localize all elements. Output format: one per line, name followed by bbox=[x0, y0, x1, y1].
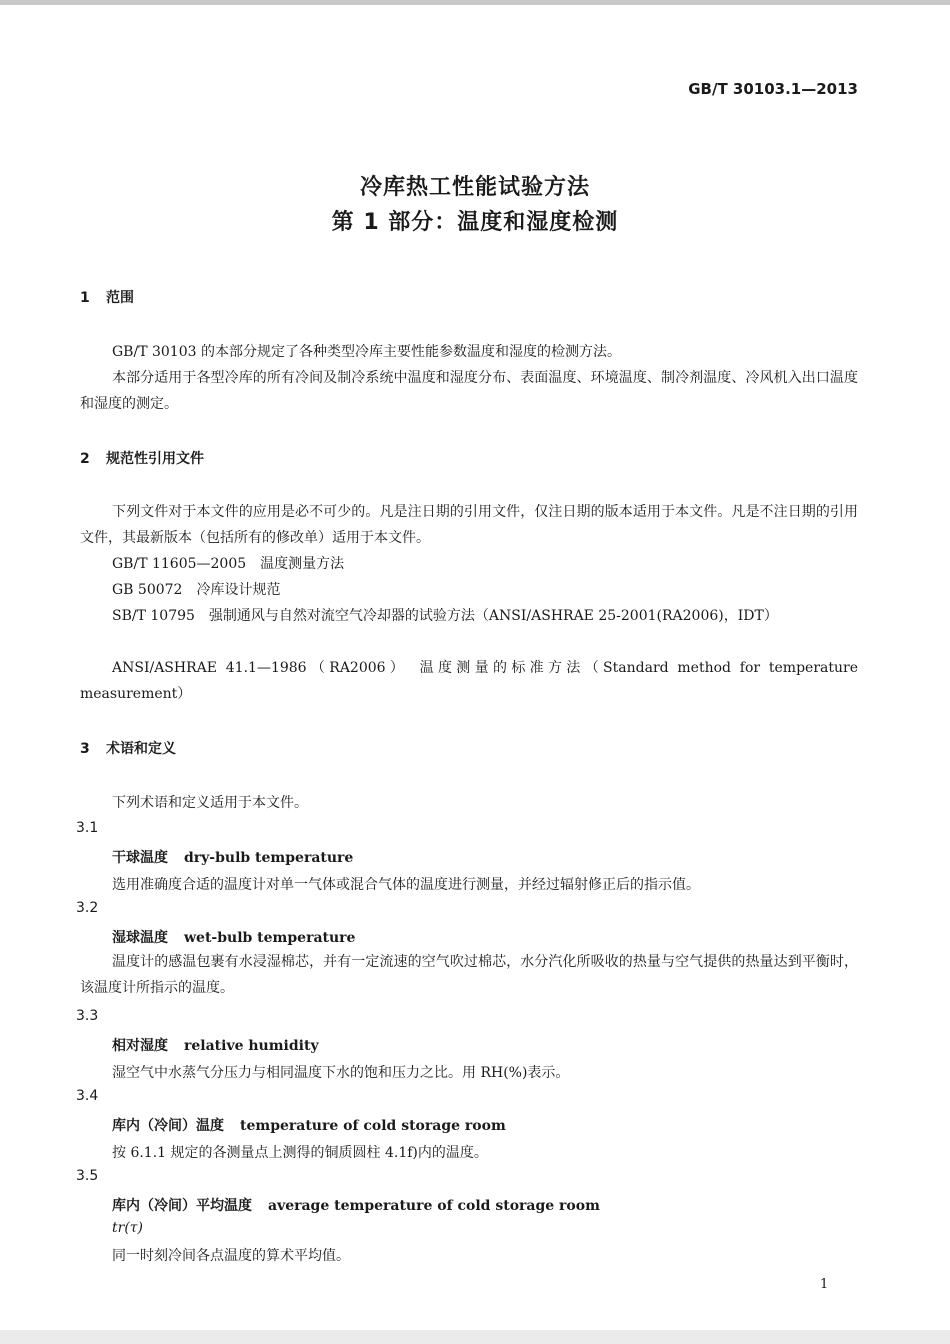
section-2-heading bbox=[80, 448, 204, 468]
term-title bbox=[112, 1035, 319, 1055]
term-en: wet-bulb temperature bbox=[184, 930, 356, 946]
bottom-border bbox=[0, 1330, 950, 1344]
term-title bbox=[112, 927, 355, 947]
section-3-intro: 下列术语和定义适用于本文件。 bbox=[112, 795, 308, 811]
term-en: average temperature of cold storage room bbox=[268, 1198, 600, 1214]
term-number: 3.4 bbox=[76, 1088, 99, 1104]
term-number: 3.1 bbox=[76, 820, 99, 836]
section-number: 1 bbox=[80, 290, 90, 306]
term-zh: 干球温度 bbox=[112, 850, 168, 866]
section-number: 2 bbox=[80, 451, 90, 467]
term-en: temperature of cold storage room bbox=[240, 1118, 506, 1134]
reference-item: SB/T 10795 强制通风与自然对流空气冷却器的试验方法（ANSI/ASHRAE 25-2001(RA2006)，IDT） bbox=[112, 608, 778, 624]
term-title bbox=[112, 1115, 506, 1135]
term-definition: 温度计的感温包裹有水浸湿棉芯，并有一定流速的空气吹过棉芯，水分汽化所吸收的热量与空气提供的热量达到平衡时，该温度计所指示的温度。 bbox=[80, 954, 858, 996]
section-1-heading bbox=[80, 287, 134, 307]
section-title: 术语和定义 bbox=[106, 741, 176, 757]
term-en: relative humidity bbox=[184, 1038, 319, 1054]
standard-code: GB/T 30103.1—2013 bbox=[688, 80, 858, 98]
term-definition: 选用准确度合适的温度计对单一气体或混合气体的温度进行测量，并经过辐射修正后的指示值。 bbox=[112, 877, 700, 893]
term-symbol: tr(τ) bbox=[112, 1220, 143, 1236]
document-page bbox=[0, 5, 950, 1330]
reference-item: ANSI/ASHRAE 41.1—1986（RA2006） 温度测量的标准方法（Standard method for temperature measurement） bbox=[80, 660, 858, 702]
term-definition: 按 6.1.1 规定的各测量点上测得的铜质圆柱 4.1f)内的温度。 bbox=[112, 1145, 488, 1161]
page-number: 1 bbox=[820, 1277, 829, 1292]
reference-item: GB/T 11605—2005 温度测量方法 bbox=[112, 556, 345, 572]
term-en: dry-bulb temperature bbox=[184, 850, 354, 866]
document-title-line2: 第 1 部分：温度和湿度检测 bbox=[331, 210, 619, 235]
section-1-para-1: GB/T 30103 的本部分规定了各种类型冷库主要性能参数温度和湿度的检测方法。 bbox=[112, 344, 621, 360]
section-1-para-2: 本部分适用于各型冷库的所有冷间及制冷系统中温度和湿度分布、表面温度、环境温度、制冷剂温度、冷风机入出口温度和湿度的测定。 bbox=[80, 370, 858, 412]
section-3-heading bbox=[80, 738, 176, 758]
term-definition: 同一时刻冷间各点温度的算术平均值。 bbox=[112, 1248, 350, 1264]
reference-item: GB 50072 冷库设计规范 bbox=[112, 582, 281, 598]
section-title: 规范性引用文件 bbox=[106, 451, 204, 467]
section-title: 范围 bbox=[106, 290, 134, 306]
term-number: 3.2 bbox=[76, 900, 99, 916]
term-number: 3.5 bbox=[76, 1168, 99, 1184]
term-number: 3.3 bbox=[76, 1008, 99, 1024]
term-zh: 相对湿度 bbox=[112, 1038, 168, 1054]
term-zh: 湿球温度 bbox=[112, 930, 168, 946]
section-2-intro: 下列文件对于本文件的应用是必不可少的。凡是注日期的引用文件，仅注日期的版本适用于本文件。凡是不注日期的引用文件，其最新版本（包括所有的修改单）适用于本文件。 bbox=[80, 504, 858, 546]
term-zh: 库内（冷间）温度 bbox=[112, 1118, 224, 1134]
term-title bbox=[112, 1195, 600, 1215]
term-definition: 湿空气中水蒸气分压力与相同温度下水的饱和压力之比。用 RH(%)表示。 bbox=[112, 1065, 570, 1081]
section-number: 3 bbox=[80, 741, 90, 757]
term-zh: 库内（冷间）平均温度 bbox=[112, 1198, 252, 1214]
term-title bbox=[112, 847, 353, 867]
document-title-line1: 冷库热工性能试验方法 bbox=[359, 175, 590, 200]
